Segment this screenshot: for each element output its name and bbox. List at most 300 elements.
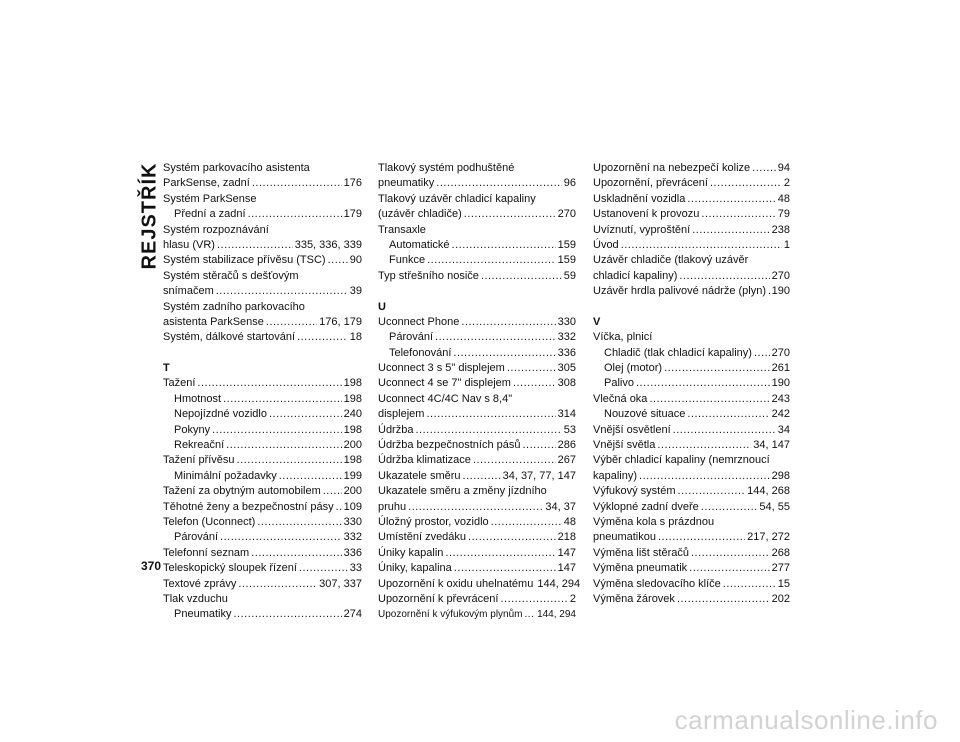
- entry-page-ref: 34, 147: [753, 439, 790, 452]
- index-column-2: [378, 161, 581, 623]
- index-entry: [163, 484, 362, 499]
- entry-page-ref: 242: [771, 408, 790, 421]
- entry-page-ref: 270: [557, 208, 576, 221]
- dot-leader: [226, 438, 342, 453]
- dot-leader: [692, 223, 769, 238]
- entry-page-ref: 332: [557, 331, 576, 344]
- entry-page-ref: 199: [343, 469, 362, 482]
- letter-heading: T: [163, 362, 170, 375]
- entry-page-ref: 314: [557, 408, 576, 421]
- dot-leader: [687, 407, 769, 422]
- spacer: [163, 346, 362, 361]
- entry-page-ref: 200: [343, 439, 362, 452]
- entry-page-ref: 34: [777, 423, 790, 436]
- entry-label: Údržba bezpečnostních pásů: [378, 439, 521, 452]
- entry-label: asistenta ParkSense: [163, 315, 264, 328]
- dot-leader: [269, 407, 342, 422]
- dot-leader: [689, 561, 769, 576]
- index-entry: [378, 361, 576, 376]
- entry-page-ref: 308: [557, 377, 576, 390]
- index-entry: [593, 577, 790, 592]
- entry-page-ref: 198: [343, 377, 362, 390]
- dot-leader: [223, 392, 342, 407]
- dot-leader: [473, 453, 556, 468]
- dot-leader: [677, 592, 770, 607]
- entry-page-ref: 277: [771, 562, 790, 575]
- dot-leader: [678, 484, 746, 499]
- entry-page-ref: 286: [557, 439, 576, 452]
- index-entry: [593, 192, 790, 207]
- dot-leader: [513, 376, 556, 391]
- entry-page-ref: 144, 268: [747, 485, 790, 498]
- index-entry: [378, 561, 576, 576]
- entry-page-ref: 200: [343, 485, 362, 498]
- index-entry: [163, 161, 362, 176]
- dot-leader: [237, 453, 342, 468]
- entry-label: Uconnect Phone: [378, 315, 460, 328]
- entry-label: Ukazatele směru: [378, 469, 461, 482]
- dot-leader: [436, 176, 561, 191]
- dot-leader: [649, 392, 769, 407]
- index-entry: [163, 530, 362, 545]
- entry-label: Systém rozpoznávání: [163, 223, 269, 236]
- entry-label: Úložný prostor, vozidlo: [378, 515, 489, 528]
- index-entry: [163, 500, 362, 515]
- index-entry: [378, 176, 576, 191]
- entry-label: Víčka, plnicí: [593, 331, 653, 344]
- index-entry: [378, 500, 576, 515]
- entry-label: Upozornění, převrácení: [593, 177, 708, 190]
- entry-page-ref: 109: [343, 500, 362, 513]
- dot-leader: [257, 515, 341, 530]
- dot-leader: [491, 515, 562, 530]
- index-entry: [163, 223, 362, 238]
- dot-leader: [217, 238, 293, 253]
- entry-label: Systém ParkSense: [163, 192, 257, 205]
- dot-leader: [453, 346, 555, 361]
- index-entry: [378, 423, 576, 438]
- entry-page-ref: 96: [563, 177, 576, 190]
- index-entry: [593, 269, 790, 284]
- entry-page-ref: 238: [771, 223, 790, 236]
- entry-page-ref: 267: [557, 454, 576, 467]
- entry-label: Systém zadního parkovacího: [163, 300, 305, 313]
- entry-page-ref: 39: [349, 285, 362, 298]
- entry-label: Uconnect 3 s 5" displejem: [378, 362, 505, 375]
- index-entry: [163, 438, 362, 453]
- entry-label: Telefon (Uconnect): [163, 515, 256, 528]
- entry-page-ref: 268: [771, 546, 790, 559]
- entry-label: Výměna sledovacího klíče: [593, 577, 721, 590]
- dot-leader: [636, 376, 770, 391]
- entry-page-ref: 48: [777, 192, 790, 205]
- index-entry: [378, 577, 581, 592]
- index-entry: [593, 438, 790, 453]
- index-entry: [378, 546, 576, 561]
- dot-leader: [452, 238, 556, 253]
- index-entry: [593, 530, 790, 545]
- index-entry: [163, 238, 362, 253]
- entry-page-ref: 176, 179: [319, 315, 362, 328]
- entry-page-ref: 34, 37, 77, 147: [502, 469, 576, 482]
- index-entry: [163, 300, 362, 315]
- entry-label: Telefonní seznam: [163, 546, 250, 559]
- index-entry: [593, 592, 790, 607]
- entry-page-ref: 54, 55: [759, 500, 790, 513]
- index-entry: [163, 453, 362, 468]
- dot-leader: [679, 269, 769, 284]
- entry-label: Výměna kola s prázdnou: [593, 515, 715, 528]
- entry-label: Výběr chladicí kapaliny (nemrznoucí: [593, 454, 770, 467]
- dot-leader: [454, 561, 556, 576]
- dot-leader: [752, 161, 776, 176]
- dot-leader: [197, 376, 341, 391]
- entry-label: Uconnect 4C/4C Nav s 8,4": [378, 392, 513, 405]
- entry-page-ref: 336: [557, 346, 576, 359]
- entry-page-ref: 202: [771, 592, 790, 605]
- entry-label: Textové zprávy: [163, 577, 237, 590]
- index-entry: [378, 269, 576, 284]
- dot-leader: [621, 238, 782, 253]
- entry-label: Párování: [174, 531, 219, 544]
- index-entry: [378, 238, 576, 253]
- entry-page-ref: 240: [343, 408, 362, 421]
- index-entry: [378, 161, 576, 176]
- page-number: 370: [141, 559, 162, 573]
- index-entry: [593, 223, 790, 238]
- dot-leader: [297, 330, 348, 345]
- dot-leader: [657, 438, 751, 453]
- index-entry: [163, 253, 362, 268]
- index-entry: [163, 315, 362, 330]
- entry-label: (uzávěr chladiče): [378, 208, 462, 221]
- dot-leader: [279, 469, 342, 484]
- dot-leader: [220, 530, 342, 545]
- entry-page-ref: 176: [343, 177, 362, 190]
- entry-label: displejem: [378, 408, 425, 421]
- index-entry: [378, 484, 576, 499]
- entry-page-ref: 332: [343, 531, 362, 544]
- entry-page-ref: 34, 37: [545, 500, 576, 513]
- index-entry: [378, 253, 576, 268]
- entry-label: Rekreační: [174, 439, 225, 452]
- index-entry: [163, 392, 362, 407]
- entry-page-ref: 2: [783, 177, 790, 190]
- entry-label: Výklopné zadní dveře: [593, 500, 699, 513]
- entry-page-ref: 261: [771, 362, 790, 375]
- entry-page-ref: 48: [563, 515, 576, 528]
- index-entry: [163, 192, 362, 207]
- entry-label: Automatické: [389, 238, 450, 251]
- dot-leader: [461, 315, 555, 330]
- entry-page-ref: 159: [557, 254, 576, 267]
- entry-label: Úniky kapalin: [378, 546, 444, 559]
- entry-page-ref: 298: [771, 469, 790, 482]
- entry-label: Úniky, kapalina: [378, 562, 452, 575]
- entry-label: Olej (motor): [604, 362, 663, 375]
- index-entry: [593, 392, 790, 407]
- spacer: [378, 284, 576, 299]
- index-entry: [163, 376, 362, 391]
- entry-page-ref: 59: [563, 269, 576, 282]
- dot-leader: [658, 530, 745, 545]
- index-entry: [593, 376, 790, 391]
- index-entry: [378, 592, 576, 607]
- index-entry: [378, 453, 576, 468]
- index-entry: [593, 176, 790, 191]
- entry-label: Tažení přívěsu: [163, 454, 235, 467]
- entry-label: Funkce: [389, 254, 426, 267]
- index-entry: [593, 161, 790, 176]
- entry-label: Upozornění k výfukovým plynům: [378, 609, 523, 621]
- index-entry: [163, 207, 362, 222]
- entry-label: Palivo: [604, 377, 634, 390]
- entry-label: Tlakový uzávěr chladicí kapaliny: [378, 192, 536, 205]
- dot-leader: [328, 253, 348, 268]
- dot-leader: [299, 561, 348, 576]
- dot-leader: [427, 253, 556, 268]
- index-entry: [378, 515, 576, 530]
- entry-label: Vnější osvětlení: [593, 423, 671, 436]
- entry-page-ref: 179: [343, 208, 362, 221]
- dot-leader: [691, 546, 770, 561]
- entry-label: ParkSense, zadní: [163, 177, 250, 190]
- dot-leader: [639, 469, 770, 484]
- dot-leader: [525, 607, 536, 622]
- letter-heading: V: [593, 315, 601, 328]
- dot-leader: [768, 284, 770, 299]
- entry-page-ref: 2: [569, 592, 576, 605]
- entry-label: Výfukový systém: [593, 485, 676, 498]
- entry-label: snímačem: [163, 285, 214, 298]
- entry-label: Nouzové situace: [604, 408, 686, 421]
- entry-label: Typ střešního nosiče: [378, 269, 479, 282]
- entry-page-ref: 159: [557, 238, 576, 251]
- entry-label: pruhu: [378, 500, 407, 513]
- index-entry: [163, 515, 362, 530]
- dot-leader: [481, 269, 562, 284]
- index-entry: [593, 453, 790, 468]
- entry-label: Uconnect 4 se 7" displejem: [378, 377, 511, 390]
- index-entry: [163, 176, 362, 191]
- entry-label: Uskladnění vozidla: [593, 192, 686, 205]
- dot-leader: [435, 330, 556, 345]
- entry-label: Výměna pneumatik: [593, 562, 688, 575]
- entry-label: Výměna žárovek: [593, 592, 675, 605]
- dot-leader: [238, 577, 317, 592]
- entry-label: Přední a zadní: [174, 208, 246, 221]
- dot-leader: [710, 176, 782, 191]
- index-entry: [163, 607, 362, 622]
- dot-leader: [323, 484, 342, 499]
- index-entry: [163, 561, 362, 576]
- index-entry: [163, 577, 362, 592]
- entry-page-ref: 270: [771, 269, 790, 282]
- index-entry: [378, 346, 576, 361]
- dot-leader: [701, 500, 758, 515]
- entry-page-ref: 144, 294: [537, 577, 581, 590]
- entry-page-ref: 90: [349, 254, 362, 267]
- entry-label: Systém, dálkové startování: [163, 331, 296, 344]
- dot-leader: [522, 438, 555, 453]
- index-entry: [378, 192, 576, 207]
- dot-leader: [664, 361, 770, 376]
- entry-page-ref: 198: [343, 423, 362, 436]
- entry-label: Párování: [389, 331, 434, 344]
- entry-label: Uzávěr chladiče (tlakový uzávěr: [593, 254, 749, 267]
- entry-page-ref: 94: [777, 162, 790, 174]
- entry-label: Pokyny: [174, 423, 211, 436]
- dot-leader: [687, 192, 775, 207]
- entry-page-ref: 1: [783, 238, 790, 251]
- entry-label: Minimální požadavky: [174, 469, 277, 482]
- spacer: [593, 300, 790, 315]
- index-entry: [593, 484, 790, 499]
- dot-leader: [673, 423, 776, 438]
- index-entry: [378, 376, 576, 391]
- entry-page-ref: 274: [343, 608, 362, 621]
- entry-page-ref: 79: [777, 208, 790, 221]
- entry-label: Upozornění na nebezpečí kolize: [593, 162, 751, 174]
- index-column-3: [593, 161, 790, 607]
- entry-label: Pneumatiky: [174, 608, 232, 621]
- index-entry: [593, 515, 790, 530]
- index-entry: [163, 546, 362, 561]
- entry-label: kapaliny): [593, 469, 638, 482]
- index-entry: [593, 346, 790, 361]
- dot-leader: [266, 315, 317, 330]
- index-entry: [378, 607, 576, 622]
- entry-label: Teleskopický sloupek řízení: [163, 562, 297, 575]
- index-column-1: [163, 161, 362, 623]
- index-entry: [163, 330, 362, 345]
- entry-page-ref: 198: [343, 392, 362, 405]
- entry-label: Upozornění k oxidu uhelnatému: [378, 577, 534, 590]
- index-entry: [163, 284, 362, 299]
- index-entry: [378, 207, 576, 222]
- entry-page-ref: 190: [771, 377, 790, 390]
- entry-page-ref: 147: [557, 562, 576, 575]
- dot-leader: [216, 284, 348, 299]
- entry-label: Systém stěračů s dešťovým: [163, 269, 299, 282]
- dot-leader: [426, 407, 555, 422]
- dot-leader: [507, 361, 556, 376]
- entry-label: Ustanovení k provozu: [593, 208, 700, 221]
- index-entry: [593, 361, 790, 376]
- dot-leader: [445, 546, 555, 561]
- index-entry: [378, 392, 576, 407]
- letter-heading: U: [378, 300, 386, 313]
- dot-leader: [701, 207, 775, 222]
- index-entry: [593, 500, 790, 515]
- entry-label: Vnější světla: [593, 439, 656, 452]
- dot-leader: [468, 530, 556, 545]
- entry-label: Vlečná oka: [593, 392, 648, 405]
- dot-leader: [500, 592, 567, 607]
- entry-label: Transaxle: [378, 223, 426, 236]
- dot-leader: [408, 500, 543, 515]
- entry-label: Údržba klimatizace: [378, 454, 471, 467]
- index-entry: [593, 546, 790, 561]
- entry-label: Chladič (tlak chladicí kapaliny): [604, 346, 752, 359]
- entry-page-ref: 330: [557, 315, 576, 328]
- entry-page-ref: 243: [771, 392, 790, 405]
- dot-leader: [723, 577, 776, 592]
- entry-label: Systém parkovacího asistenta: [163, 162, 310, 174]
- index-entry: [163, 269, 362, 284]
- dot-leader: [251, 546, 341, 561]
- dot-leader: [415, 423, 561, 438]
- watermark: carmanualsonline.info: [674, 705, 938, 735]
- index-entry: [163, 592, 362, 607]
- index-entry: [378, 407, 576, 422]
- entry-label: Tlak vzduchu: [163, 592, 228, 605]
- entry-page-ref: 217, 272: [747, 531, 790, 544]
- section-title-vertical: [138, 162, 162, 270]
- entry-label: Tlakový systém podhuštěné: [378, 162, 515, 174]
- entry-label: Systém stabilizace přívěsu (TSC): [163, 254, 326, 267]
- entry-label: Umístění zvedáku: [378, 531, 467, 544]
- index-entry: [378, 330, 576, 345]
- entry-page-ref: 335, 336, 339: [294, 238, 362, 251]
- index-entry: [593, 207, 790, 222]
- index-entry: [593, 561, 790, 576]
- entry-label: Upozornění k převrácení: [378, 592, 499, 605]
- entry-label: pneumatikou: [593, 531, 656, 544]
- section-title: REJSTŘÍK: [138, 162, 161, 270]
- entry-page-ref: 33: [349, 562, 362, 575]
- entry-page-ref: 190: [771, 285, 790, 298]
- entry-label: Nepojízdné vozidlo: [174, 408, 267, 421]
- index-entry: [593, 238, 790, 253]
- entry-page-ref: 147: [557, 546, 576, 559]
- entry-page-ref: 15: [777, 577, 790, 590]
- index-entry: [378, 530, 576, 545]
- dot-leader: [212, 423, 342, 438]
- entry-page-ref: 336: [343, 546, 362, 559]
- index-entry: [163, 469, 362, 484]
- entry-label: Tažení za obytným automobilem: [163, 485, 321, 498]
- index-entry: [593, 423, 790, 438]
- entry-label: chladicí kapaliny): [593, 269, 678, 282]
- dot-leader: [336, 500, 342, 515]
- entry-label: Těhotné ženy a bezpečnostní pásy: [163, 500, 334, 513]
- entry-label: Telefonování: [389, 346, 452, 359]
- entry-page-ref: 53: [563, 423, 576, 436]
- index-entry: [378, 223, 576, 238]
- entry-label: Hmotnost: [174, 392, 222, 405]
- entry-page-ref: 144, 294: [537, 609, 576, 621]
- index-entry: [378, 315, 576, 330]
- entry-page-ref: 330: [343, 515, 362, 528]
- index-entry: [593, 284, 790, 299]
- index-entry: [593, 469, 790, 484]
- index-entry: [163, 423, 362, 438]
- index-entry: [593, 330, 790, 345]
- index-entry: [163, 407, 362, 422]
- entry-page-ref: 270: [771, 346, 790, 359]
- dot-leader: [233, 607, 341, 622]
- entry-page-ref: 18: [349, 331, 362, 344]
- entry-page-ref: 218: [557, 531, 576, 544]
- dot-leader: [463, 469, 501, 484]
- index-entry: [593, 253, 790, 268]
- entry-label: pneumatiky: [378, 177, 435, 190]
- entry-label: Úvod: [593, 238, 619, 251]
- entry-label: Tažení: [163, 377, 196, 390]
- entry-label: Údržba: [378, 423, 414, 436]
- index-entry: [378, 438, 576, 453]
